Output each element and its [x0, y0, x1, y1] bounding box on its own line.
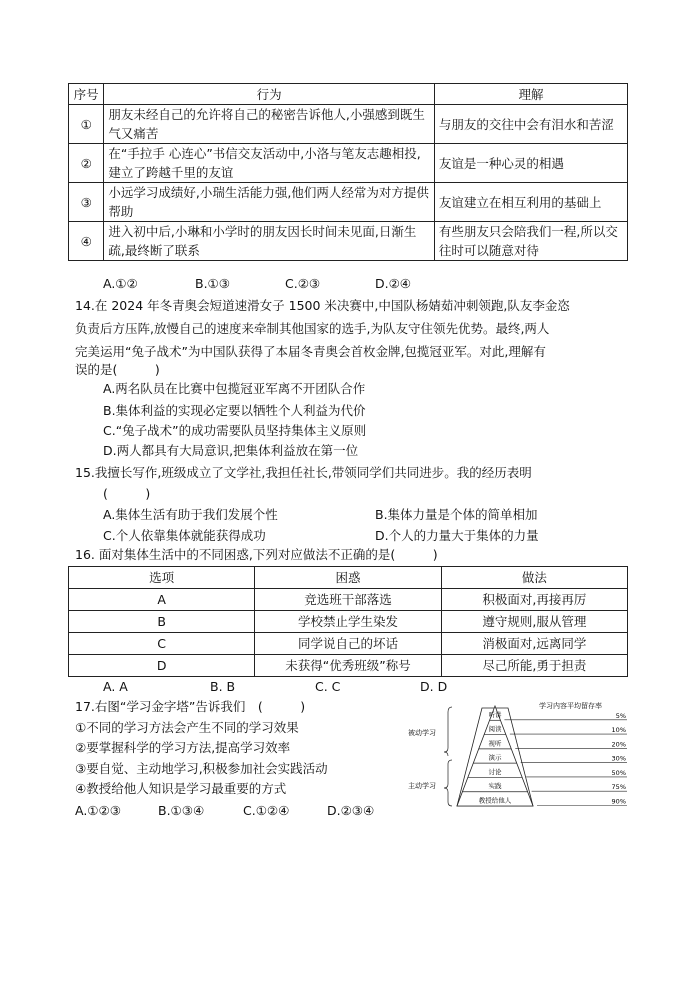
pyramid-level-name: 听讲 [488, 710, 502, 719]
header-cell: 选项 [69, 567, 255, 589]
active-label: 主动学习 [408, 782, 436, 790]
cell: 积极面对,再接再厉 [441, 589, 627, 611]
option: D.②④ [375, 276, 412, 291]
row-number: ③ [69, 183, 104, 222]
header-cell: 做法 [441, 567, 627, 589]
option: A.集体生活有助于我们发展个性 [103, 507, 278, 522]
statement: ④教授给他人知识是学习最重要的方式 [75, 781, 287, 796]
header-cell: 行为 [104, 84, 435, 105]
pyramid-level-name: 阅读 [488, 725, 502, 734]
option: B.①③ [195, 276, 230, 291]
pyramid-level-rate: 20% [611, 740, 626, 749]
pyramid-level-name: 讨论 [488, 767, 502, 776]
option: A.①②③ [75, 803, 121, 818]
table-row [69, 222, 628, 261]
row-understanding: 友谊建立在相互利用的基础上 [434, 183, 627, 222]
cell: 同学说自己的坏话 [255, 633, 441, 655]
row-action: 在“手拉手 心连心”书信交友活动中,小洛与笔友志趣相投,建立了跨越千里的友谊 [104, 144, 435, 183]
option: B.集体力量是个体的简单相加 [375, 507, 538, 522]
row-understanding: 与朋友的交往中会有泪水和苦涩 [434, 105, 627, 144]
option: B.①③④ [158, 803, 205, 818]
pyramid-level-name: 实践 [488, 782, 502, 791]
row-understanding: 有些朋友只会陪我们一程,所以交往时可以随意对待 [434, 222, 627, 261]
pyramid-level-name: 视听 [488, 739, 502, 748]
row-number: ① [69, 105, 104, 144]
question-line: 误的是( ) [75, 362, 160, 377]
pyramid-level-rate: 5% [615, 711, 626, 720]
option: D.两人都具有大局意识,把集体利益放在第一位 [103, 443, 359, 458]
option: C.“兔子战术”的成功需要队员坚持集体主义原则 [103, 423, 367, 438]
statement: ②要掌握科学的学习方法,提高学习效率 [75, 740, 291, 755]
question-line: ( ) [103, 486, 151, 501]
cell: 学校禁止学生染发 [255, 611, 441, 633]
question-line: 完美运用“兔子战术”为中国队获得了本届冬青奥会首枚金牌,包揽冠亚军。对此,理解有 [75, 344, 546, 359]
table-row [69, 105, 628, 144]
table-row [69, 144, 628, 183]
option: C.①②④ [243, 803, 290, 818]
header-cell: 序号 [69, 84, 104, 105]
table-header-row [69, 567, 628, 589]
learning-pyramid [405, 698, 630, 818]
pyramid-level-rate: 10% [611, 726, 626, 735]
cell: C [69, 633, 255, 655]
pyramid-level-rate: 30% [611, 754, 626, 763]
confusion-table [68, 566, 628, 677]
option: C.个人依靠集体就能获得成功 [103, 528, 266, 543]
header-cell: 理解 [434, 84, 627, 105]
option: D.②③④ [327, 803, 375, 818]
row-number: ② [69, 144, 104, 183]
option: D. D [420, 679, 448, 694]
row-number: ④ [69, 222, 104, 261]
cell: 未获得“优秀班级”称号 [255, 655, 441, 677]
passive-label: 被动学习 [408, 729, 436, 737]
option: D.个人的力量大于集体的力量 [375, 528, 539, 543]
option: B. B [210, 679, 236, 694]
option: A.两名队员在比赛中包揽冠亚军离不开团队合作 [103, 381, 366, 396]
table-row [69, 633, 628, 655]
question-16-stem: 16. 面对集体生活中的不同困惑,下列对应做法不正确的是( ) [75, 547, 438, 562]
cell: 消极面对,远离同学 [441, 633, 627, 655]
option: B.集体利益的实现必定要以牺牲个人利益为代价 [103, 403, 366, 418]
question-line: 14.在 2024 年冬青奥会短道速滑女子 1500 米决赛中,中国队杨婧茹冲刺领跑,队友李金恣 [75, 298, 570, 313]
cell: 遵守规则,服从管理 [441, 611, 627, 633]
row-action: 小远学习成绩好,小瑞生活能力强,他们两人经常为对方提供帮助 [104, 183, 435, 222]
pyramid-level-name: 演示 [488, 753, 502, 762]
option: C.②③ [285, 276, 321, 291]
pyramid-level-rate: 75% [611, 783, 626, 792]
question-line: 负责后方压阵,放慢自己的速度来牵制其他国家的选手,为队友守住领先优势。最终,两人 [75, 321, 550, 336]
row-action: 进入初中后,小琳和小学时的朋友因长时间未见面,日渐生疏,最终断了联系 [104, 222, 435, 261]
table-header-row [69, 84, 628, 105]
cell: A [69, 589, 255, 611]
question-line: 17.右图“学习金字塔”告诉我们 ( ) [75, 699, 306, 714]
option: A.①② [103, 276, 138, 291]
pyramid-level-rate: 90% [611, 797, 626, 806]
header-cell: 困惑 [255, 567, 441, 589]
pyramid-level-name: 教授给他人 [478, 796, 512, 805]
option: C. C [315, 679, 341, 694]
cell: B [69, 611, 255, 633]
table-row [69, 183, 628, 222]
pyramid-title: 学习内容平均留存率 [539, 702, 602, 710]
statement: ①不同的学习方法会产生不同的学习效果 [75, 720, 299, 735]
cell: D [69, 655, 255, 677]
cell: 尽己所能,勇于担责 [441, 655, 627, 677]
statement: ③要自觉、主动地学习,积极参加社会实践活动 [75, 761, 328, 776]
row-action: 朋友未经自己的允许将自己的秘密告诉他人,小强感到既生气又痛苦 [104, 105, 435, 144]
table-row [69, 655, 628, 677]
row-understanding: 友谊是一种心灵的相遇 [434, 144, 627, 183]
table-row [69, 611, 628, 633]
friendship-table [68, 83, 628, 261]
option: A. A [103, 679, 128, 694]
question-line: 15.我擅长写作,班级成立了文学社,我担任社长,带领同学们共同进步。我的经历表明 [75, 465, 532, 480]
pyramid-level-rate: 50% [611, 768, 626, 777]
table-row [69, 589, 628, 611]
cell: 竞选班干部落选 [255, 589, 441, 611]
